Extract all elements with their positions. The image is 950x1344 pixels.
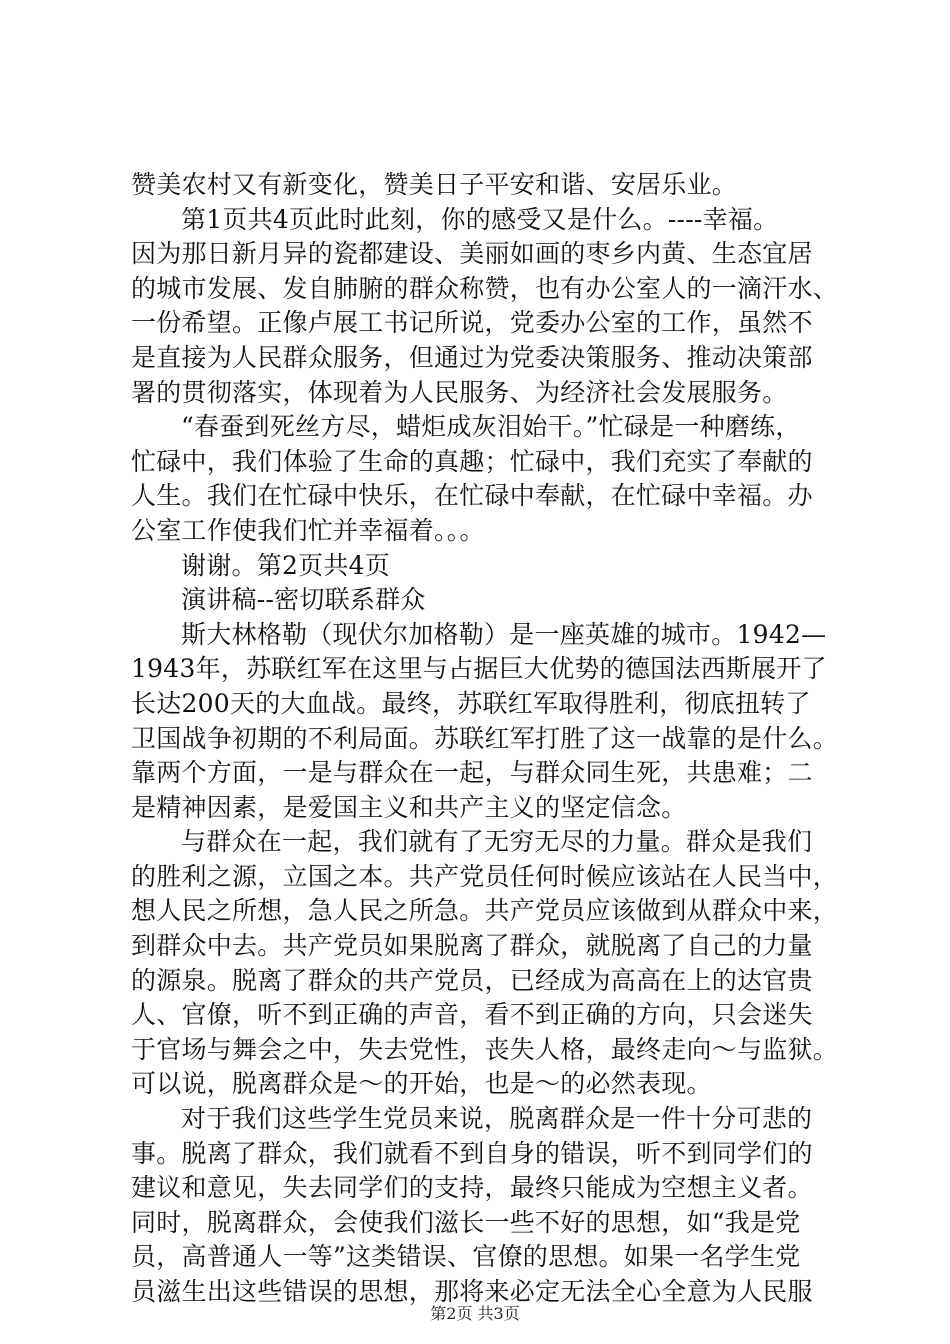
text-line: 长达200天的大血战。最终，苏联红军取得胜利，彻底扭转了 (131, 688, 811, 718)
text-line: 可以说，脱离群众是～的开始，也是～的必然表现。 (131, 1069, 712, 1099)
text-line: 忙碌中，我们体验了生命的真趣；忙碌中，我们充实了奉献的 (131, 446, 813, 476)
text-line: 人、官僚，听不到正确的声音，看不到正确的方向，只会迷失 (131, 1000, 813, 1030)
text-line: 公室工作使我们忙并幸福着。。。 (131, 515, 485, 545)
text-line: 到群众中去。共产党员如果脱离了群众，就脱离了自己的力量 (131, 931, 813, 961)
text-line: 的源泉。脱离了群众的共产党员，已经成为高高在上的达官贵 (131, 965, 813, 995)
text-line: 1943年，苏联红军在这里与占据巨大优势的德国法西斯展开了 (131, 654, 827, 684)
text-line: 演讲稿--密切联系群众 (181, 585, 426, 615)
text-line: 对于我们这些学生党员来说，脱离群众是一件十分可悲的 (181, 1104, 813, 1134)
text-line: 卫国战争初期的不利局面。苏联红军打胜了这一战靠的是什么。 (131, 723, 839, 753)
page-footer: 第2页 共3页 (430, 1304, 520, 1323)
text-line: 谢谢。第2页共4页 (181, 550, 391, 580)
text-line: 建议和意见，失去同学们的支持，最终只能成为空想主义者。 (131, 1173, 813, 1203)
text-line: 的城市发展、发自肺腑的群众称赞，也有办公室人的一滴汗水、 (131, 273, 839, 303)
text-line: 斯大林格勒（现伏尔加格勒）是一座英雄的城市。1942— (181, 619, 827, 649)
text-line: 的胜利之源，立国之本。共产党员任何时候应该站在人民当中， (131, 861, 839, 891)
text-line: “春蚕到死丝方尽，蜡炬成灰泪始干。”忙碌是一种磨练， (181, 412, 801, 442)
text-line: 员，高普通人一等”这类错误、官僚的思想。如果一名学生党 (131, 1242, 801, 1272)
text-line: 署的贯彻落实，体现着为人民服务、为经济社会发展服务。 (131, 377, 788, 407)
document-body (131, 168, 851, 1310)
text-line: 与群众在一起，我们就有了无穷无尽的力量。群众是我们 (181, 827, 813, 857)
text-line: 靠两个方面，一是与群众在一起，与群众同生死，共患难；二 (131, 758, 813, 788)
text-line: 是直接为人民群众服务，但通过为党委决策服务、推动决策部 (131, 342, 813, 372)
text-line: 第1页共4页此时此刻，你的感受又是什么。----幸福。 (181, 204, 779, 234)
text-line: 想人民之所想，急人民之所急。共产党员应该做到从群众中来， (131, 896, 839, 926)
text-line: 员滋生出这些错误的思想，那将来必定无法全心全意为人民服 (131, 1277, 813, 1306)
text-line: 同时，脱离群众，会使我们滋长一些不好的思想，如“我是党 (131, 1207, 801, 1237)
text-line: 赞美农村又有新变化，赞美日子平安和谐、安居乐业。 (131, 170, 738, 199)
text-line: 人生。我们在忙碌中快乐，在忙碌中奉献，在忙碌中幸福。办 (131, 481, 813, 511)
text-line: 于官场与舞会之中，失去党性，丧失人格，最终走向～与监狱。 (131, 1034, 839, 1064)
text-line: 因为那日新月异的瓷都建设、美丽如画的枣乡内黄、生态宜居 (131, 239, 813, 269)
text-line: 一份希望。正像卢展工书记所说，党委办公室的工作，虽然不 (131, 308, 813, 338)
text-line: 是精神因素，是爱国主义和共产主义的坚定信念。 (131, 792, 687, 822)
text-line: 事。脱离了群众，我们就看不到自身的错误，听不到同学们的 (131, 1138, 813, 1168)
